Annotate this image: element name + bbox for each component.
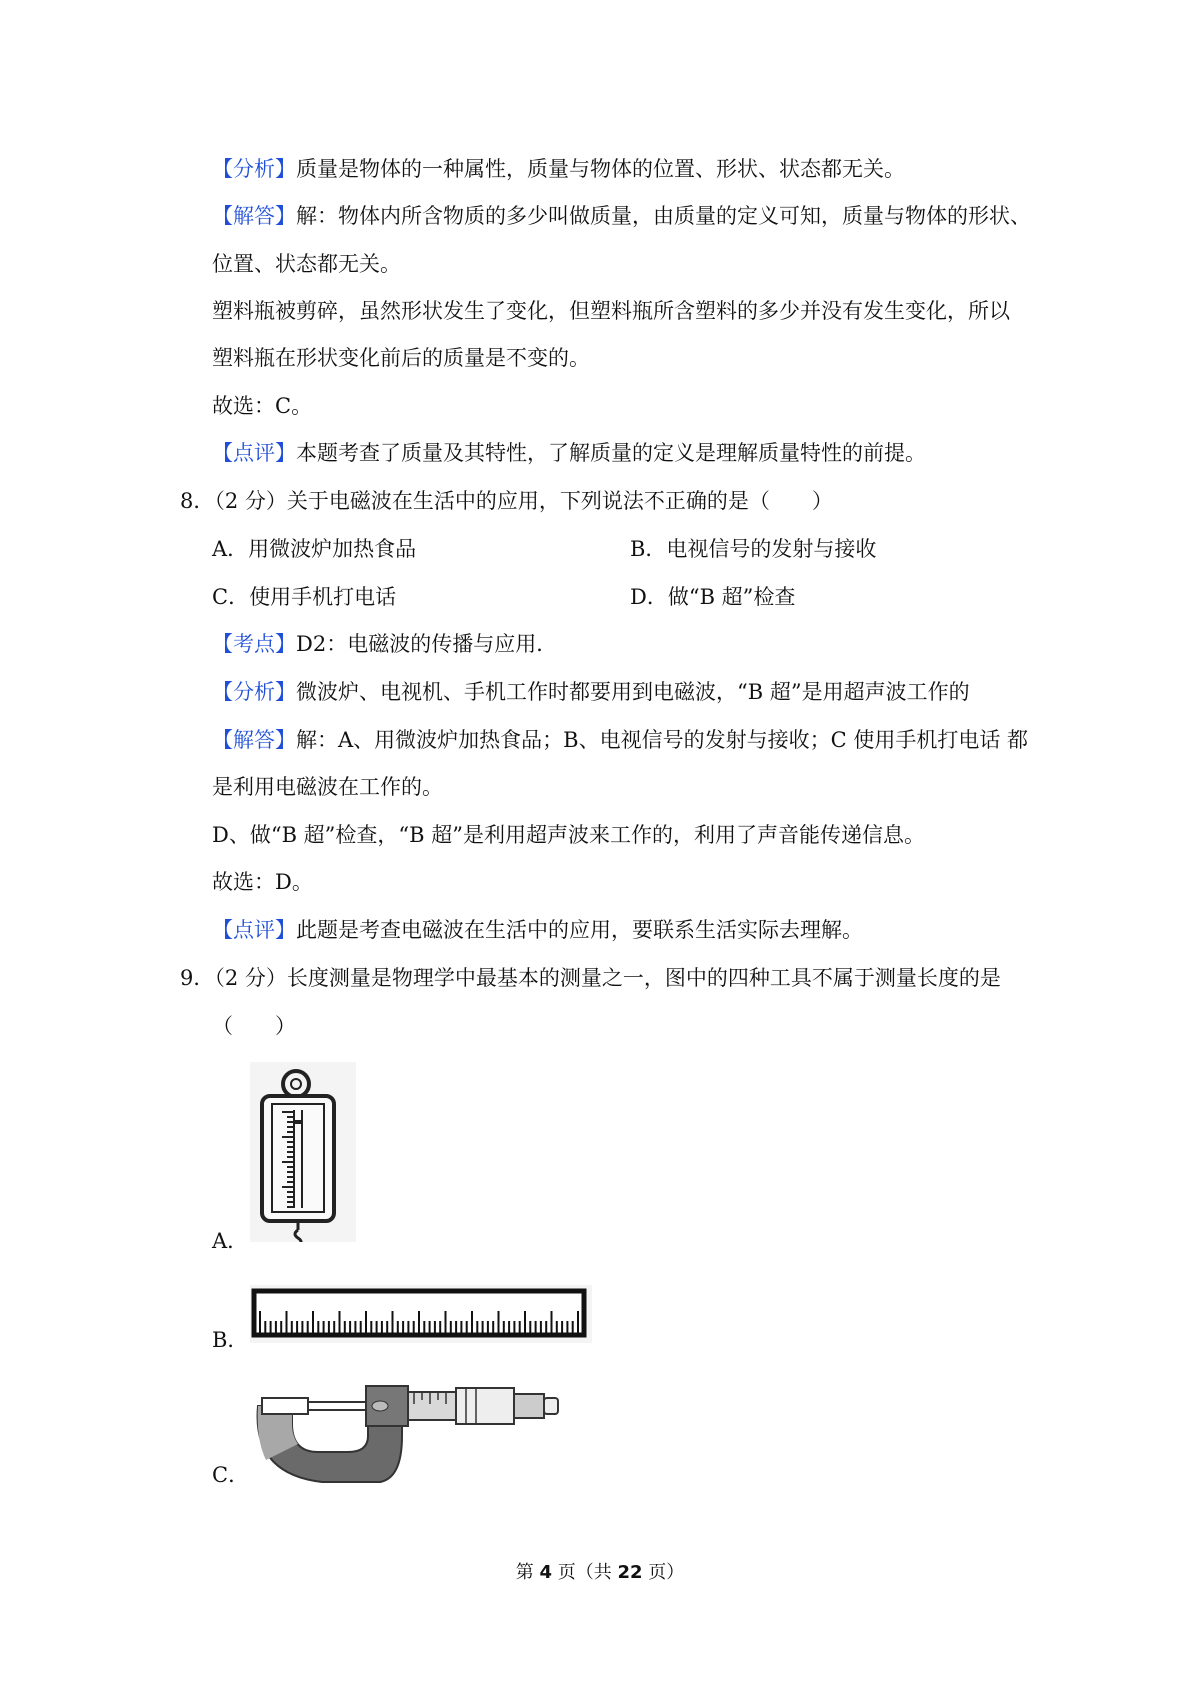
answer-line: 位置、状态都无关。 — [212, 252, 401, 276]
comment-tag: 【点评】 — [212, 918, 296, 942]
answer-tag: 【解答】 — [212, 728, 296, 752]
choice-line: 故选：D。 — [212, 870, 313, 894]
micrometer-image — [252, 1376, 570, 1491]
comment-line: 【点评】本题考查了质量及其特性，了解质量的定义是理解质量特性的前提。 — [212, 441, 926, 465]
analysis-tag: 【分析】 — [212, 157, 296, 181]
ruler-image — [250, 1285, 592, 1343]
option-c: C．使用手机打电话 — [212, 585, 397, 609]
comment-tag: 【点评】 — [212, 441, 296, 465]
answer-parentheses: （ ） — [212, 1014, 296, 1038]
answer-line: 【解答】解：物体内所含物质的多少叫做质量，由质量的定义可知，质量与物体的形状、 — [212, 204, 1031, 228]
choice-line: 故选：C。 — [212, 394, 313, 418]
answer-tag: 【解答】 — [212, 204, 296, 228]
comment-line: 【点评】此题是考查电磁波在生活中的应用，要联系生活实际去理解。 — [212, 918, 863, 942]
point-line: 【考点】D2：电磁波的传播与应用． — [212, 632, 558, 656]
answer-line: 【解答】解：A、用微波炉加热食品；B、电视信号的发射与接收；C 使用手机打电话 都 — [212, 728, 1029, 752]
option-a: A．用微波炉加热食品 — [212, 537, 417, 561]
analysis-tag: 【分析】 — [212, 680, 296, 704]
analysis-line: 【分析】微波炉、电视机、手机工作时都要用到电磁波，“B 超”是用超声波工作的 — [212, 680, 970, 704]
page-number: 4 — [539, 1562, 552, 1583]
option-d: D．做“B 超”检查 — [630, 585, 796, 609]
option-a-label: A． — [212, 1229, 249, 1253]
answer-line: D、做“B 超”检查，“B 超”是利用超声波来工作的，利用了声音能传递信息。 — [212, 823, 925, 847]
page-total: 22 — [617, 1562, 643, 1583]
point-tag: 【考点】 — [212, 632, 296, 656]
answer-line: 塑料瓶被剪碎，虽然形状发生了变化，但塑料瓶所含塑料的多少并没有发生变化，所以 — [212, 299, 1010, 323]
answer-line: 塑料瓶在形状变化前后的质量是不变的。 — [212, 346, 590, 370]
question-8-stem: 8．（2 分）关于电磁波在生活中的应用，下列说法不正确的是（ ） — [180, 489, 833, 513]
spring-scale-image — [250, 1062, 356, 1242]
answer-line: 是利用电磁波在工作的。 — [212, 775, 443, 799]
option-b: B．电视信号的发射与接收 — [630, 537, 877, 561]
option-c-label: C． — [212, 1463, 250, 1487]
option-b-label: B． — [212, 1328, 249, 1352]
analysis-line: 【分析】质量是物体的一种属性，质量与物体的位置、形状、状态都无关。 — [212, 157, 905, 181]
page-footer: 第 4 页（共 22 页） — [515, 1562, 685, 1583]
question-9-stem: 9．（2 分）长度测量是物理学中最基本的测量之一，图中的四种工具不属于测量长度的是 — [180, 966, 1001, 990]
